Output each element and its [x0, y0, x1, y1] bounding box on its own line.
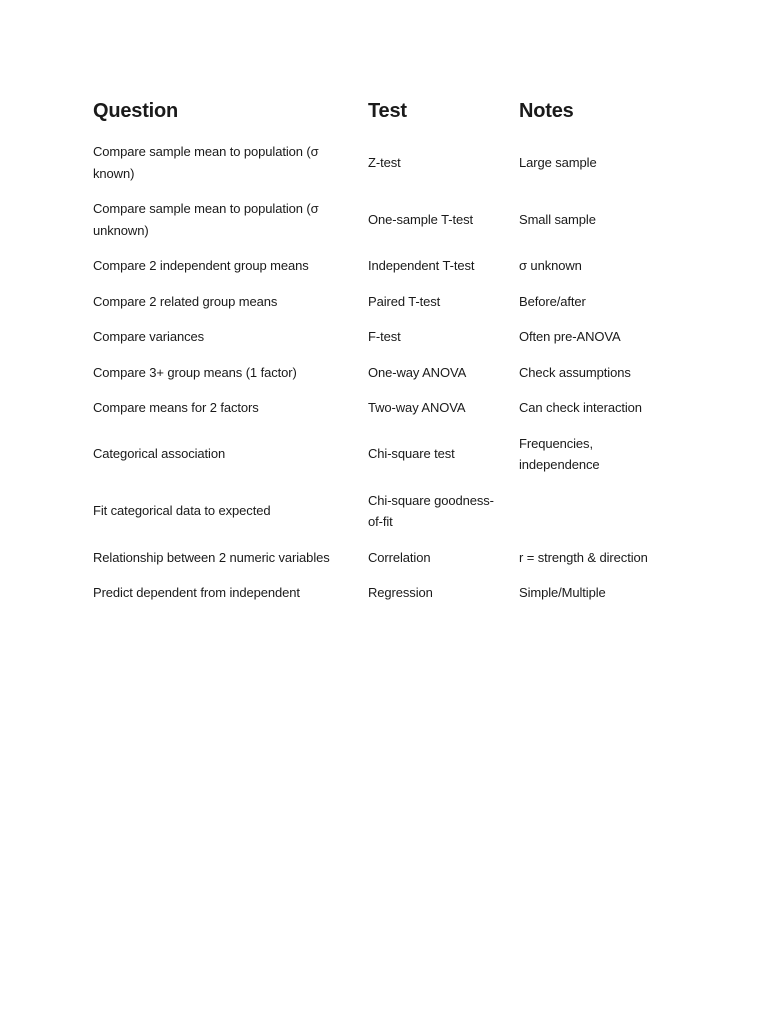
test-cell: F-test [368, 329, 401, 344]
question-cell: Compare sample mean to population (σ known) [93, 144, 319, 181]
notes-cell: Large sample [519, 154, 597, 170]
table-body [87, 134, 677, 611]
test-cell: Paired T-test [368, 293, 441, 309]
question-cell: Categorical association [93, 446, 226, 462]
notes-cell: Often pre-ANOVA [519, 329, 621, 344]
table-row [87, 248, 677, 284]
table-row [87, 191, 677, 248]
header-test: Test [368, 100, 407, 122]
header-notes: Notes [519, 100, 574, 122]
test-cell: Chi-square test [368, 446, 455, 462]
test-cell: Correlation [368, 549, 431, 565]
table-row [87, 355, 677, 391]
question-cell: Compare means for 2 factors [93, 400, 259, 415]
test-cell: Independent T-test [368, 258, 475, 273]
question-cell: Compare 3+ group means (1 factor) [93, 364, 297, 380]
notes-cell: Can check interaction [519, 400, 642, 415]
test-cell: Z-test [368, 154, 401, 170]
table-row [87, 319, 677, 355]
test-cell: Two-way ANOVA [368, 400, 466, 415]
notes-cell: Check assumptions [519, 364, 631, 380]
notes-cell: r = strength & direction [519, 549, 648, 565]
table-row [87, 575, 677, 611]
table-row [87, 390, 677, 426]
header-question: Question [93, 100, 179, 122]
header-row [87, 92, 677, 134]
notes-cell: σ unknown [519, 258, 582, 273]
test-cell: Chi-square goodness-of-fit [368, 492, 494, 529]
notes-cell [513, 483, 677, 540]
notes-cell: Frequencies, independence [519, 435, 600, 472]
table-row [87, 483, 677, 540]
question-cell: Compare variances [93, 329, 205, 344]
test-cell: One-sample T-test [368, 211, 473, 227]
notes-cell: Small sample [519, 211, 596, 227]
question-cell: Fit categorical data to expected [93, 503, 271, 519]
table-row [87, 134, 677, 191]
question-cell: Relationship between 2 numeric variables [93, 549, 330, 565]
table-row [87, 426, 677, 483]
table-row [87, 540, 677, 576]
notes-cell: Simple/Multiple [519, 585, 606, 600]
notes-cell: Before/after [519, 293, 586, 309]
test-cell: One-way ANOVA [368, 364, 467, 380]
question-cell: Predict dependent from independent [93, 585, 300, 600]
table-row [87, 284, 677, 320]
statistical-tests-table [87, 92, 677, 611]
question-cell: Compare 2 related group means [93, 293, 278, 309]
question-cell: Compare 2 independent group means [93, 258, 309, 273]
question-cell: Compare sample mean to population (σ unknown) [93, 201, 319, 238]
table-header [87, 92, 677, 134]
test-cell: Regression [368, 585, 433, 600]
